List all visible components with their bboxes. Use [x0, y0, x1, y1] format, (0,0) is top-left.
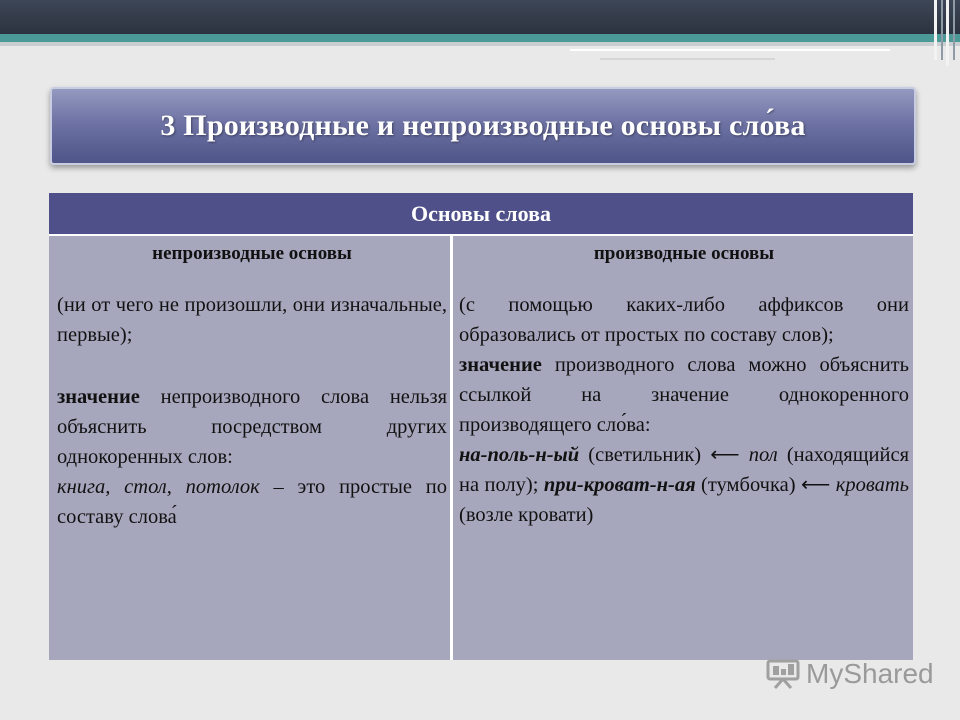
decor-line — [600, 58, 775, 60]
table-cell-derived — [453, 236, 913, 660]
nonderived-examples: книга, стол, потолок – это простые по составу слова́ — [57, 476, 447, 528]
decor-vline — [953, 0, 955, 60]
slide-title-banner — [50, 87, 916, 165]
myshared-watermark — [766, 656, 934, 692]
table-cell-nonderived — [49, 236, 450, 660]
nonderived-definition: (ни от чего не произошли, они изначальные, первые); — [57, 294, 447, 346]
slide-title: 3 Производные и непроизводные основы сло́ва — [160, 109, 806, 142]
top-decor-stripe-light — [0, 42, 960, 46]
derived-examples: на-поль-н-ый (светильник) ⟵ пол (находящийся на полу); при-кроват-н-ая (тумбочка) ⟵ кровать (возле кровати) — [459, 444, 909, 526]
column-heading-derived: производные основы — [593, 243, 775, 264]
decor-vline — [934, 0, 937, 60]
table-header — [49, 193, 913, 234]
decor-line — [570, 49, 890, 51]
top-decor-bar — [0, 0, 960, 34]
table-header-text: Основы слова — [410, 200, 551, 226]
column-heading-nonderived: непроизводные основы — [152, 243, 352, 264]
nonderived-meaning: значение непроизводного слова нельзя объяснить посредством других однокоренных слов: — [57, 386, 447, 468]
derived-meaning: значение производного слова можно объяснить ссылкой на значение однокоренного производящего сло́ва: — [459, 354, 909, 436]
watermark-text: MyShared — [806, 658, 934, 689]
presentation-board-icon — [766, 659, 800, 689]
derived-definition: (с помощью каких-либо аффиксов они образовались от простых по составу слов); — [459, 294, 909, 346]
decor-vline — [946, 0, 949, 66]
decor-vline — [941, 0, 943, 60]
word-stems-table — [49, 193, 913, 660]
top-decor-stripe — [0, 34, 960, 42]
